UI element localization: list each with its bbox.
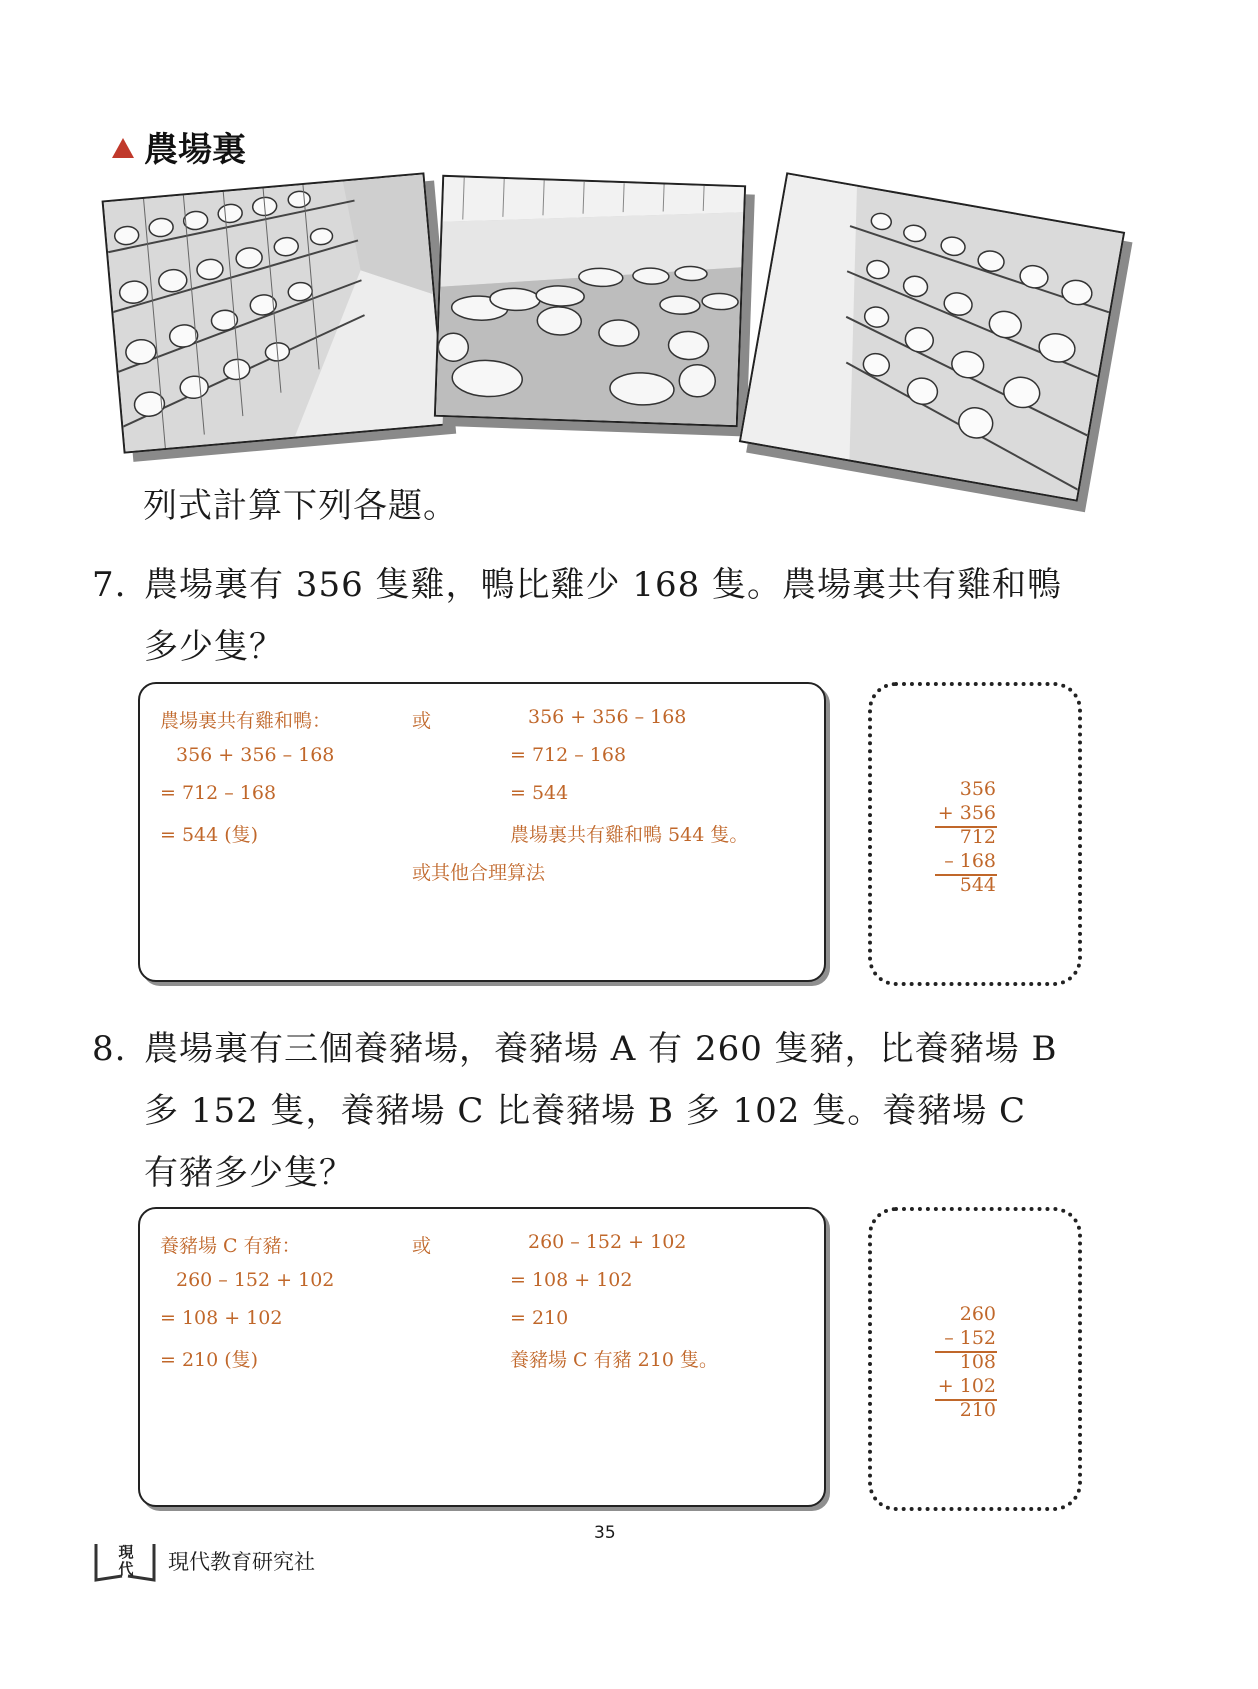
publisher-name: 現代教育研究社: [168, 1550, 315, 1574]
vertical-calc-line: – 152: [944, 1327, 996, 1349]
question-7: [92, 554, 1192, 684]
logo-char: 代: [118, 1560, 134, 1578]
page-number: 35: [594, 1523, 616, 1543]
answer-right-line: 260 – 152 + 102: [528, 1231, 687, 1253]
answer-right-line: = 712 – 168: [510, 744, 627, 766]
question-line: 農場裏有三個養豬場，養豬場 A 有 260 隻豬，比養豬場 B: [144, 1029, 1058, 1069]
publisher-logo-icon: [92, 1538, 158, 1584]
question-number: 7.: [92, 565, 127, 605]
answer-left-line: 260 – 152 + 102: [176, 1269, 335, 1291]
answer-right-line: = 544: [510, 782, 569, 804]
vertical-calc-line: 260: [959, 1303, 996, 1325]
answer-left-line: 養豬場 C 有豬：: [160, 1235, 301, 1257]
or-label: 或: [412, 710, 432, 732]
answer-right-line: = 108 + 102: [510, 1269, 633, 1291]
answer-right-line: = 210: [510, 1307, 569, 1329]
footer: [92, 1538, 315, 1584]
answer-right-line: 養豬場 C 有豬 210 隻。: [510, 1349, 718, 1371]
answer-left-line: = 210 (隻): [160, 1349, 259, 1371]
answer-left-line: = 544 (隻): [160, 824, 259, 846]
section-heading: [112, 122, 246, 171]
logo-char: 現: [118, 1543, 134, 1561]
vertical-calc-box-8[interactable]: [868, 1207, 1082, 1511]
question-line: 有豬多少隻？: [144, 1153, 354, 1193]
vertical-calc-line: + 356: [937, 802, 996, 824]
instruction-text: 列式計算下列各題。: [143, 486, 458, 526]
vertical-calc-line: – 168: [944, 850, 996, 872]
question-line: 農場裏有 356 隻雞，鴨比雞少 168 隻。農場裏共有雞和鴨: [144, 565, 1063, 605]
or-label: 或: [412, 1235, 432, 1257]
answer-left-line: = 108 + 102: [160, 1307, 283, 1329]
answer-box-8[interactable]: [138, 1207, 826, 1507]
answer-left-line: = 712 – 168: [160, 782, 277, 804]
question-number: 8.: [92, 1029, 127, 1069]
vertical-calc-line: 210: [959, 1399, 996, 1421]
chicken-coop-illustration: [102, 172, 447, 453]
duck-coop-illustration: [739, 172, 1125, 502]
vertical-calc-line: + 102: [937, 1375, 996, 1397]
vertical-calc-line: 712: [959, 826, 996, 848]
answer-left-line: 356 + 356 – 168: [176, 744, 335, 766]
pig-pen-illustration: [434, 175, 746, 427]
vertical-calc-line: 108: [959, 1351, 996, 1373]
answer-box-7[interactable]: [138, 682, 826, 982]
question-line: 多 152 隻，養豬場 C 比養豬場 B 多 102 隻。養豬場 C: [144, 1091, 1027, 1131]
answer-right-line: 農場裏共有雞和鴨 544 隻。: [510, 824, 749, 846]
section-title: 農場裏: [144, 130, 246, 170]
question-line: 多少隻？: [144, 627, 284, 667]
question-8: [92, 1018, 1192, 1208]
triangle-icon: [112, 138, 134, 158]
answer-note: 或其他合理算法: [412, 862, 546, 884]
vertical-calc-line: 356: [959, 778, 996, 800]
answer-right-line: 356 + 356 – 168: [528, 706, 687, 728]
vertical-calc-box-7[interactable]: [868, 682, 1082, 986]
vertical-calc-line: 544: [959, 874, 996, 896]
answer-left-line: 農場裏共有雞和鴨：: [160, 710, 332, 732]
